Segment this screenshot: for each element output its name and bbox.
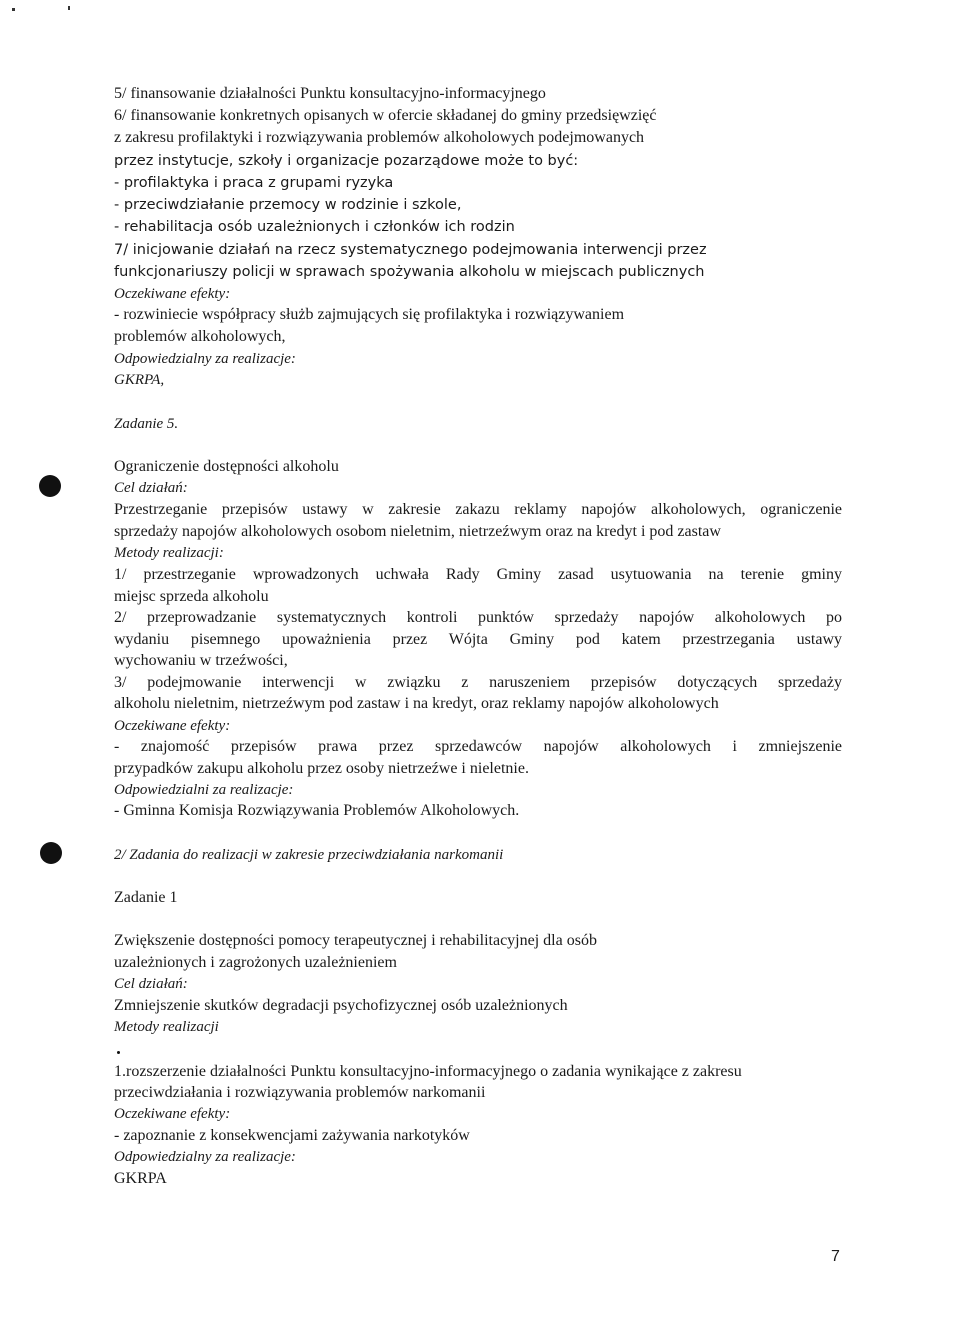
section-label: Oczekiwane efekty: <box>114 1106 231 1122</box>
scan-speck <box>12 8 15 11</box>
text-line: przez instytucje, szkoły i organizacje pozarządowe może to być: <box>114 153 579 169</box>
text-line: funkcjonariuszy policji w sprawach spożywania alkoholu w miejscach publicznych <box>114 264 705 280</box>
text-line: 1.rozszerzenie działalności Punktu konsultacyjno-informacyjnego o zadania wynikające z zakresu <box>114 1063 742 1080</box>
section-label: Oczekiwane efekty: <box>114 286 231 302</box>
text-line: - rozwiniecie współpracy służb zajmujących się profilaktyka i rozwiązywaniem <box>114 306 625 323</box>
text-line: wydaniu pisemnego upoważnienia przez Wójta Gminy pod katem przestrzegania ustawy <box>114 631 842 648</box>
text-line: 3/ podejmowanie interwencji w związku z naruszeniem przepisów dotyczących sprzedaży <box>114 674 842 691</box>
text-line: - profilaktyka i praca z grupami ryzyka <box>114 175 394 191</box>
text-line: wychowaniu w trzeźwości, <box>114 652 288 669</box>
text-line: - przeciwdziałanie przemocy w rodzinie i szkole, <box>114 197 462 213</box>
punch-hole <box>40 842 62 864</box>
text-line: przypadków zakupu alkoholu przez osoby nietrzeźwe i nieletnie. <box>114 760 529 777</box>
text-line: miejsc sprzeda alkoholu <box>114 588 269 605</box>
section-label: Metody realizacji <box>114 1019 219 1035</box>
text-line: sprzedaży napojów alkoholowych osobom nieletnim, nietrzeźwym oraz na kredyt i pod zastaw <box>114 523 721 540</box>
section-label: Odpowiedzialny za realizacje: <box>114 351 296 367</box>
text-line: - znajomość przepisów prawa przez sprzedawców napojów alkoholowych i zmniejszenie <box>114 738 842 755</box>
text-line: przeciwdziałania i rozwiązywania problemów narkomanii <box>114 1084 486 1101</box>
task-heading: Zadanie 5. <box>114 416 179 432</box>
text-line: - zapoznanie z konsekwencjami zażywania narkotyków <box>114 1127 470 1144</box>
text-line: uzależnionych i zagrożonych uzależnieniem <box>114 954 397 971</box>
task-title: Zwiększenie dostępności pomocy terapeutycznej i rehabilitacyjnej dla osób <box>114 932 597 949</box>
section-label: Oczekiwane efekty: <box>114 718 231 734</box>
text-line: - Gminna Komisja Rozwiązywania Problemów Alkoholowych. <box>114 802 520 819</box>
task-title: Ograniczenie dostępności alkoholu <box>114 458 339 475</box>
stray-dot <box>117 1051 120 1054</box>
task-heading: Zadanie 1 <box>114 889 178 906</box>
text-line: GKRPA, <box>114 372 165 388</box>
text-line: 1/ przestrzeganie wprowadzonych uchwała Rady Gminy zasad usytuowania na terenie gminy <box>114 566 842 583</box>
scan-speck <box>68 6 70 10</box>
text-line: problemów alkoholowych, <box>114 328 286 345</box>
page-number: 7 <box>831 1248 840 1265</box>
text-line: z zakresu profilaktyki i rozwiązywania problemów alkoholowych podejmowanych <box>114 129 645 146</box>
section-heading: 2/ Zadania do realizacji w zakresie przeciwdziałania narkomanii <box>114 847 504 863</box>
section-label: Odpowiedzialny za realizacje: <box>114 1149 296 1165</box>
text-line: Zmniejszenie skutków degradacji psychofizycznej osób uzależnionych <box>114 997 568 1014</box>
text-line: - rehabilitacja osób uzależnionych i członków ich rodzin <box>114 219 515 235</box>
section-label: Cel działań: <box>114 976 188 992</box>
text-line: 6/ finansowanie konkretnych opisanych w ofercie składanej do gminy przedsięwzięć <box>114 107 657 124</box>
section-label: Cel działań: <box>114 480 188 496</box>
section-label: Odpowiedzialni za realizacje: <box>114 782 294 798</box>
section-label: Metody realizacji: <box>114 545 224 561</box>
text-line: GKRPA <box>114 1170 167 1187</box>
text-line: Przestrzeganie przepisów ustawy w zakresie zakazu reklamy napojów alkoholowych, ograniczenie <box>114 501 842 518</box>
text-line: 5/ finansowanie działalności Punktu konsultacyjno-informacyjnego <box>114 85 546 102</box>
text-line: 7/ inicjowanie działań na rzecz systematycznego podejmowania interwencji przez <box>114 242 707 258</box>
punch-hole <box>39 475 61 497</box>
text-line: alkoholu nieletnim, nietrzeźwym pod zastaw i na kredyt, oraz reklamy napojów alkoholowych <box>114 695 719 712</box>
text-line: 2/ przeprowadzanie systematycznych kontroli punktów sprzedaży napojów alkoholowych po <box>114 609 842 626</box>
